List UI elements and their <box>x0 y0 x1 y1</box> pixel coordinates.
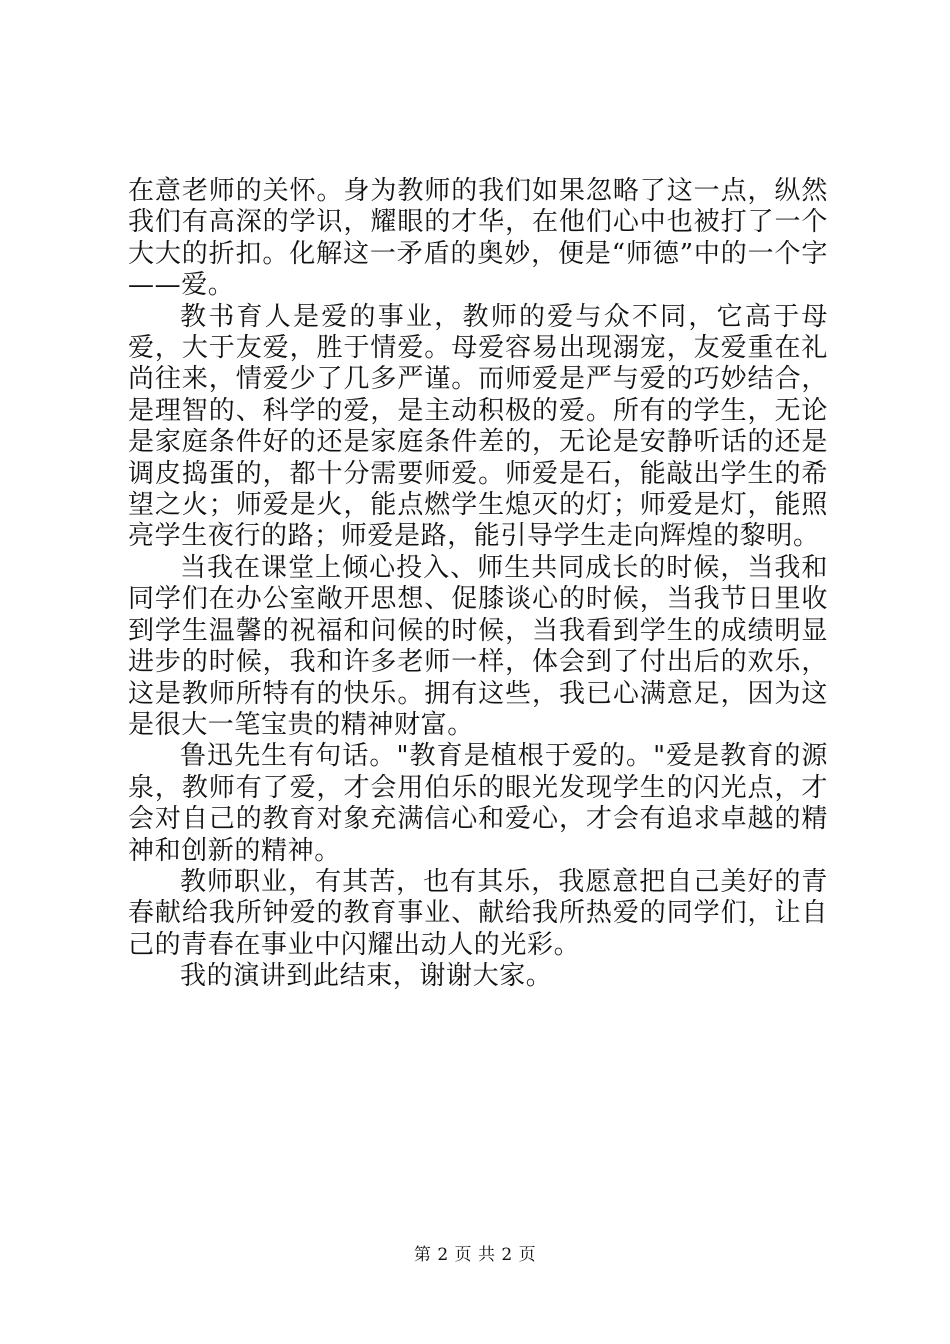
paragraph-lu-xun-quote: 鲁迅先生有句话。"教育是植根于爱的。"爱是教育的源泉，教师有了爱，才会用伯乐的眼光发现学生的闪光点，才会对自己的教育对象充满信心和爱心，才会有追求卓越的精神和创新的精神。 <box>128 741 828 866</box>
page-number-footer: 第 2 页 共 2 页 <box>413 1245 537 1265</box>
speech-body <box>128 176 828 993</box>
paragraph-continuation: 在意老师的关怀。身为教师的我们如果忽略了这一点，纵然我们有高深的学识，耀眼的才华，在他们心中也被打了一个大大的折扣。化解这一矛盾的奥妙，便是“师德”中的一个字——爱。 <box>128 176 828 301</box>
paragraph-closing: 我的演讲到此结束，谢谢大家。 <box>180 961 553 992</box>
paragraph-dedication: 教师职业，有其苦，也有其乐，我愿意把自己美好的青春献给我所钟爱的教育事业、献给我所热爱的同学们，让自己的青春在事业中闪耀出动人的光彩。 <box>128 866 828 960</box>
paragraph-teacher-love: 教书育人是爱的事业，教师的爱与众不同，它高于母爱，大于友爱，胜于情爱。母爱容易出现溺宠，友爱重在礼尚往来，情爱少了几多严谨。而师爱是严与爱的巧妙结合，是理智的、科学的爱，是主动积极的爱。所有的学生，无论是家庭条件好的还是家庭条件差的，无论是安静听话的还是调皮捣蛋的，都十分需要师爱。师爱是石，能敲出学生的希望之火；师爱是火，能点燃学生熄灭的灯；师爱是灯，能照亮学生夜行的路；师爱是路，能引导学生走向辉煌的黎明。 <box>128 301 828 552</box>
paragraph-joy-of-teaching: 当我在课堂上倾心投入、师生共同成长的时候，当我和同学们在办公室敞开思想、促膝谈心的时候，当我节日里收到学生温馨的祝福和问候的时候，当我看到学生的成绩明显进步的时候，我和许多老师一样，体会到了付出后的欢乐，这是教师所特有的快乐。拥有这些，我已心满意足，因为这是很大一笔宝贵的精神财富。 <box>128 552 828 740</box>
